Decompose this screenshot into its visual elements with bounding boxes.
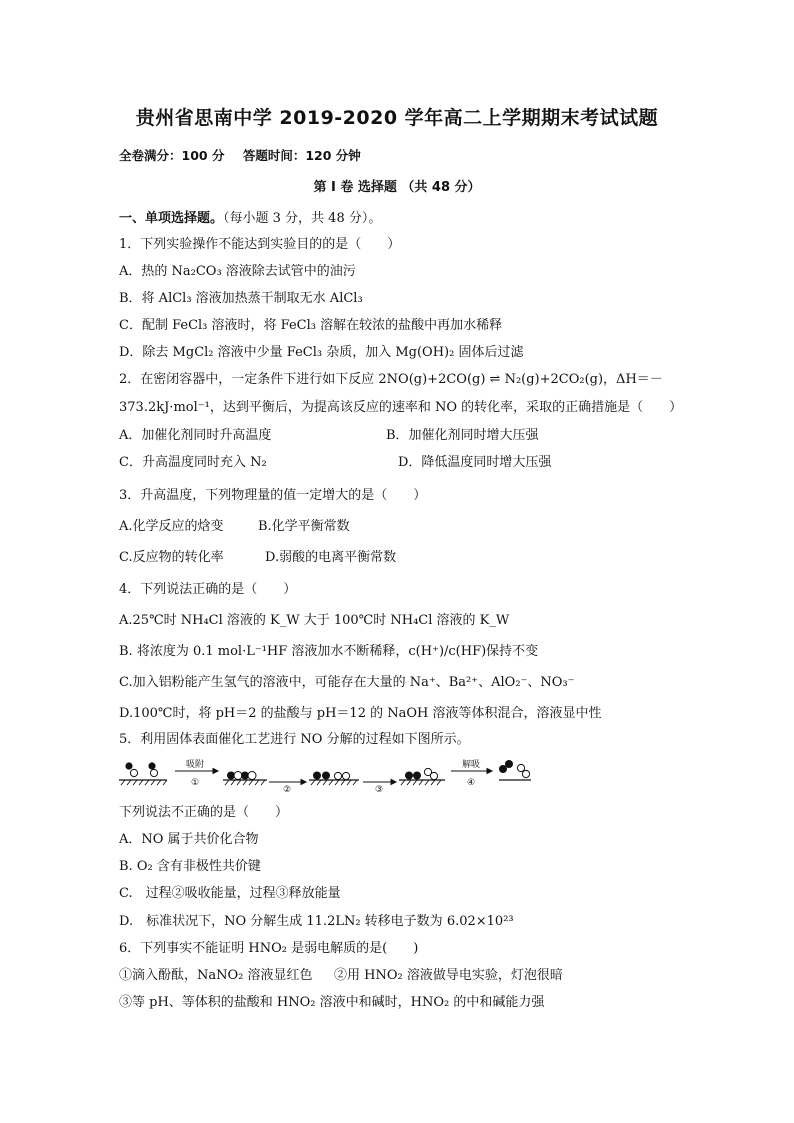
q5-option-b: B. O₂ 含有非极性共价键 (119, 859, 261, 874)
q3-stem: 3．升高温度，下列物理量的值一定增大的是（ ） (119, 488, 427, 503)
step4-number: ④ (466, 778, 476, 788)
exam-time: 答题时间：120 分钟 (242, 148, 361, 163)
q3-option-b: B.化学平衡常数 (258, 519, 350, 534)
q1-option-c: C．配制 FeCl₃ 溶液时，将 FeCl₃ 溶解在较浓的盐酸中再加水稀释 (119, 318, 503, 333)
q6-statement-3: ③等 pH、等体积的盐酸和 HNO₂ 溶液中和碱时，HNO₂ 的中和碱能力强 (119, 995, 545, 1010)
catalysis-process-diagram (119, 758, 559, 794)
q2-option-d: D．降低温度同时增大压强 (398, 455, 552, 470)
q3-option-a: A.化学反应的焓变 (119, 519, 224, 534)
q3-option-c: C.反应物的转化率 (119, 550, 224, 565)
q1-option-b: B．将 AlCl₃ 溶液加热蒸干制取无水 AlCl₃ (119, 291, 363, 306)
q5-option-d: D. 标准状况下，NO 分解生成 11.2LN₂ 转移电子数为 6.02×10²³ (119, 914, 514, 929)
part-heading (119, 207, 381, 226)
q3-option-d: D.弱酸的电离平衡常数 (265, 550, 397, 565)
q5-ask: 下列说法不正确的是（ ） (119, 805, 289, 820)
q4-option-a: A.25℃时 NH₄Cl 溶液的 K_W 大于 100℃时 NH₄Cl 溶液的 K_W (119, 613, 510, 628)
q5-stem: 5．利用固体表面催化工艺进行 NO 分解的过程如下图所示。 (119, 732, 470, 747)
q1-option-a: A．热的 Na₂CO₃ 溶液除去试管中的油污 (119, 264, 356, 279)
part-title: 一、单项选择题。 (119, 211, 224, 226)
exam-title: 贵州省思南中学 2019-2020 学年高二上学期期末考试试题 (135, 107, 659, 129)
q4-option-b: B. 将浓度为 0.1 mol·L⁻¹HF 溶液加水不断稀释，c(H⁺)/c(HF)保持不变 (119, 644, 539, 659)
q6-statement-2: ②用 HNO₂ 溶液做导电实验，灯泡很暗 (334, 968, 563, 983)
q2-option-a: A．加催化剂同时升高温度 (119, 428, 272, 443)
step2-number: ② (282, 785, 292, 794)
q2-option-c: C．升高温度同时充入 N₂ (119, 455, 267, 470)
q4-option-d: D.100℃时，将 pH＝2 的盐酸与 pH＝12 的 NaOH 溶液等体积混合，溶液显中性 (119, 706, 602, 721)
exam-meta (119, 146, 361, 164)
q4-option-c: C.加入铝粉能产生氢气的溶液中，可能存在大量的 Na⁺、Ba²⁺、AlO₂⁻、NO₃⁻ (119, 675, 575, 690)
step1-number: ① (190, 778, 200, 788)
step1-label: 吸附 (185, 760, 205, 770)
q6-stem: 6．下列事实不能证明 HNO₂ 是弱电解质的是( ) (119, 941, 419, 956)
step3-number: ③ (374, 785, 384, 794)
q5-option-c: C. 过程②吸收能量，过程③释放能量 (119, 886, 341, 901)
q1-stem: 1．下列实验操作不能达到实验目的的是（ ） (119, 237, 401, 252)
q5-option-a: A．NO 属于共价化合物 (119, 832, 259, 847)
full-score: 全卷满分：100 分 (119, 148, 225, 163)
q2-stem-line1: 2．在密闭容器中，一定条件下进行如下反应 2NO(g)+2CO(g) ⇌ N₂(g)+2CO₂(g)，ΔH＝－ (119, 372, 663, 387)
q1-option-d: D．除去 MgCl₂ 溶液中少量 FeCl₃ 杂质，加入 Mg(OH)₂ 固体后过滤 (119, 345, 524, 360)
section-heading: 第 I 卷 选择题 （共 48 分） (313, 180, 481, 195)
step4-label: 解吸 (461, 760, 481, 770)
q2-option-b: B．加催化剂同时增大压强 (386, 428, 539, 443)
q2-stem-line2: 373.2kJ·mol⁻¹，达到平衡后，为提高该反应的速率和 NO 的转化率，采取的正确措施是（ ） (119, 400, 683, 415)
part-note: （每小题 3 分，共 48 分）。 (223, 211, 382, 226)
q4-stem: 4．下列说法正确的是（ ） (119, 582, 297, 597)
q6-statement-1: ①滴入酚酞，NaNO₂ 溶液显红色 (119, 968, 313, 983)
